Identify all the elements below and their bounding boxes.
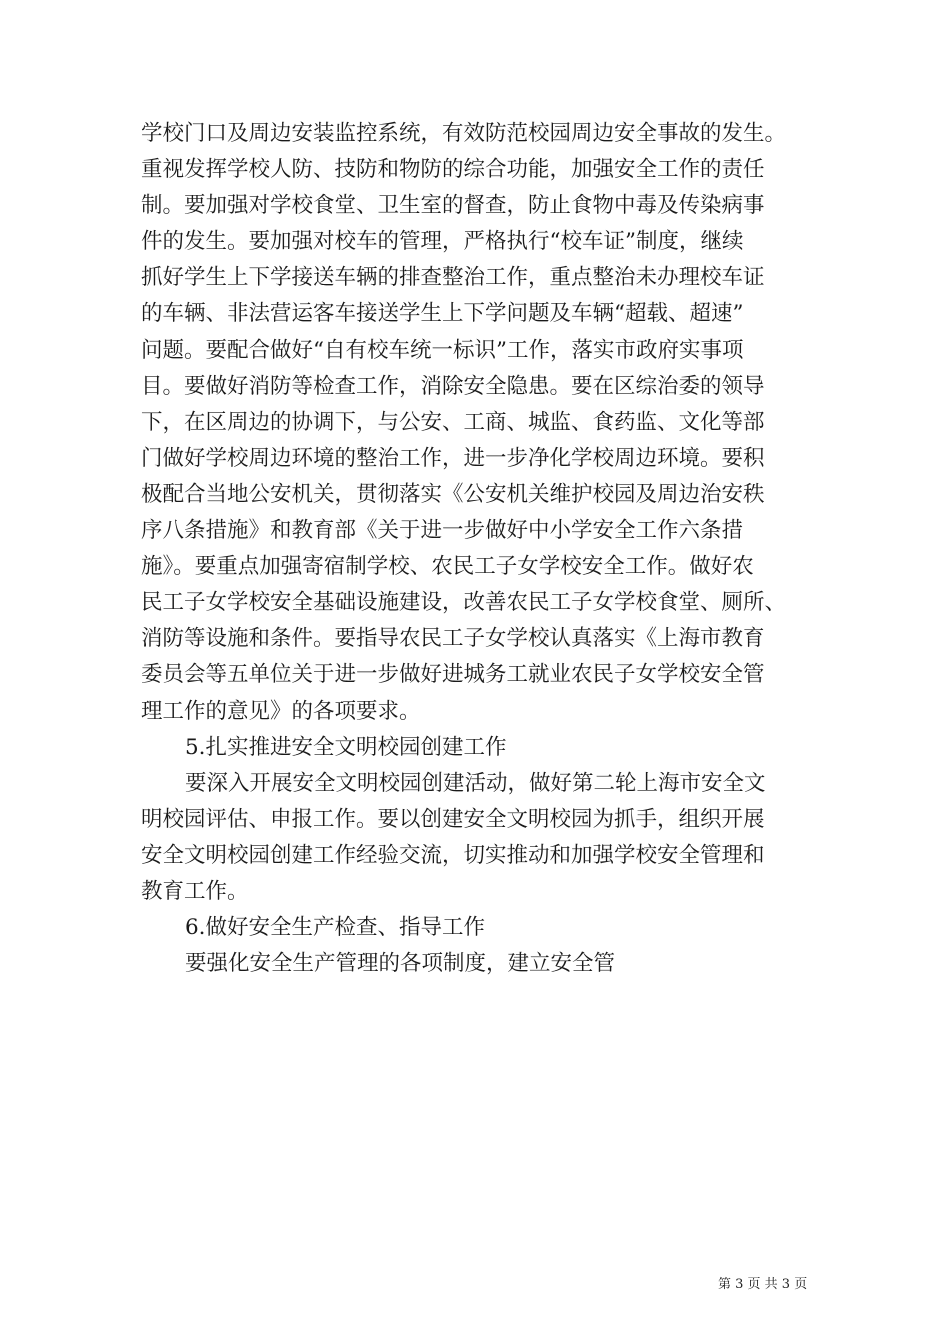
text-line: 施》。要重点加强寄宿制学校、农民工子女学校安全工作。做好农	[141, 554, 754, 580]
body-text	[141, 116, 821, 982]
text-line: 目。要做好消防等检查工作，消除安全隐患。要在区综治委的领导	[141, 373, 765, 399]
text-line: 教育工作。	[141, 878, 249, 904]
text-line: 极配合当地公安机关，贯彻落实《公安机关维护校园及周边治安秩	[141, 481, 765, 507]
text-line: 理工作的意见》的各项要求。	[141, 698, 421, 724]
text-line: 序八条措施》和教育部《关于进一步做好中小学安全工作六条措	[141, 518, 744, 544]
text-line: 抓好学生上下学接送车辆的排查整治工作，重点整治未办理校车证	[141, 265, 765, 291]
text-line: 要深入开展安全文明校园创建活动，做好第二轮上海市安全文	[185, 770, 766, 796]
text-line: 制。要加强对学校食堂、卫生室的督查，防止食物中毒及传染病事	[141, 193, 765, 219]
section-heading-5: 5.扎实推进安全文明校园创建工作	[185, 734, 507, 760]
text-line: 门做好学校周边环境的整治工作，进一步净化学校周边环境。要积	[141, 445, 765, 471]
text-line: 重视发挥学校人防、技防和物防的综合功能，加强安全工作的责任	[141, 157, 765, 183]
page-number: 第 3 页 共 3 页	[718, 1277, 808, 1292]
section-heading-6: 6.做好安全生产检查、指导工作	[185, 915, 486, 941]
text-line: 学校门口及周边安装监控系统，有效防范校园周边安全事故的发生。	[141, 121, 787, 146]
text-line: 安全文明校园创建工作经验交流，切实推动和加强学校安全管理和	[141, 842, 765, 868]
text-line: 的车辆、非法营运客车接送学生上下学问题及车辆“超载、超速”	[141, 301, 744, 327]
text-line: 下，在区周边的协调下，与公安、工商、城监、食药监、文化等部	[141, 409, 765, 435]
text-line: 委员会等五单位关于进一步做好进城务工就业农民子女学校安全管	[141, 662, 765, 688]
text-line: 明校园评估、申报工作。要以创建安全文明校园为抓手，组织开展	[141, 806, 765, 832]
text-line: 民工子女学校安全基础设施建设，改善农民工子女学校食堂、厕所、	[141, 590, 787, 616]
text-line: 件的发生。要加强对校车的管理，严格执行“校车证”制度，继续	[141, 229, 744, 255]
text-line: 问题。要配合做好“自有校车统一标识”工作，落实市政府实事项	[141, 337, 744, 363]
text-line: 要强化安全生产管理的各项制度，建立安全管	[185, 951, 616, 977]
text-line: 消防等设施和条件。要指导农民工子女学校认真落实《上海市教育	[141, 626, 765, 652]
